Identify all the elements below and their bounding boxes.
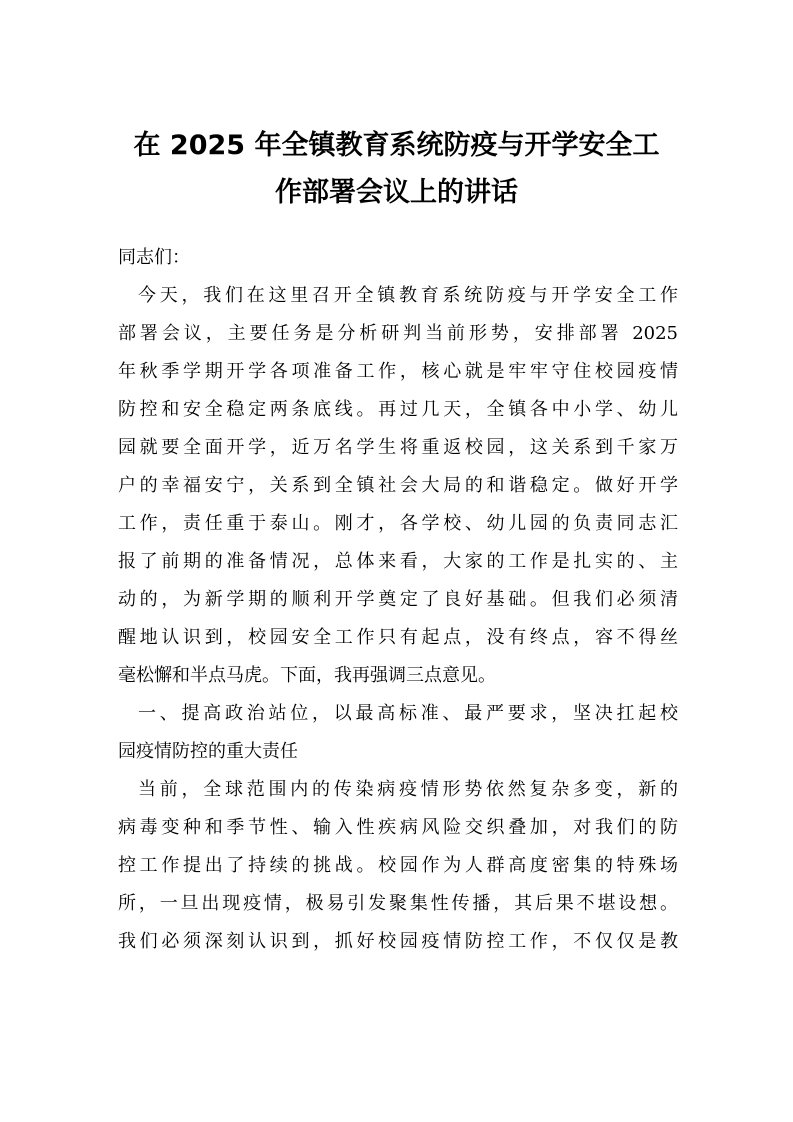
- salutation: 同志们：: [118, 247, 190, 268]
- title-line-2: 作部署会议上的讲话: [275, 177, 518, 208]
- paragraph-line: 部署会议，主要任务是分析研判当前形势，安排部署 2025: [118, 323, 678, 344]
- paragraph-line: 园就要全面开学，近万名学生将重返校园，这关系到千家万: [118, 437, 678, 458]
- paragraph-line: 工作，责任重于泰山。刚才，各学校、幼儿园的负责同志汇: [118, 513, 678, 534]
- paragraph-section-1: [118, 771, 678, 961]
- paragraph-line: 当前，全球范围内的传染病疫情形势依然复杂多变，新的: [138, 779, 678, 800]
- paragraph-line: 年秋季学期开学各项准备工作，核心就是牢牢守住校园疫情: [118, 361, 678, 382]
- paragraph-line: 户的幸福安宁，关系到全镇社会大局的和谐稳定。做好开学: [118, 475, 678, 496]
- document-body: [118, 239, 678, 961]
- section-heading-1: [118, 695, 678, 771]
- heading-line: 一、提高政治站位，以最高标准、最严要求，坚决扛起校: [138, 703, 678, 724]
- paragraph-line: 所，一旦出现疫情，极易引发聚集性传播，其后果不堪设想。: [118, 893, 678, 914]
- paragraph-line: 控工作提出了持续的挑战。校园作为人群高度密集的特殊场: [118, 855, 678, 876]
- paragraph-line: 报了前期的准备情况，总体来看，大家的工作是扎实的、主: [118, 551, 678, 572]
- document-title: [110, 122, 683, 216]
- paragraph-line: 防控和安全稳定两条底线。再过几天，全镇各中小学、幼儿: [118, 399, 678, 420]
- paragraph-line: 动的，为新学期的顺利开学奠定了良好基础。但我们必须清: [118, 589, 678, 610]
- heading-line: 园疫情防控的重大责任: [118, 741, 298, 762]
- paragraph-line: 醒地认识到，校园安全工作只有起点，没有终点，容不得丝: [118, 627, 678, 648]
- paragraph-line: 今天，我们在这里召开全镇教育系统防疫与开学安全工作: [138, 285, 678, 306]
- paragraph-opening: [118, 277, 678, 695]
- paragraph-line: 我们必须深刻认识到，抓好校园疫情防控工作，不仅仅是教: [118, 931, 678, 952]
- paragraph-line: 毫松懈和半点马虎。下面，我再强调三点意见。: [118, 665, 496, 686]
- title-line-1: 在 2025 年全镇教育系统防疫与开学安全工: [133, 130, 660, 161]
- paragraph-line: 病毒变种和季节性、输入性疾病风险交织叠加，对我们的防: [118, 817, 678, 838]
